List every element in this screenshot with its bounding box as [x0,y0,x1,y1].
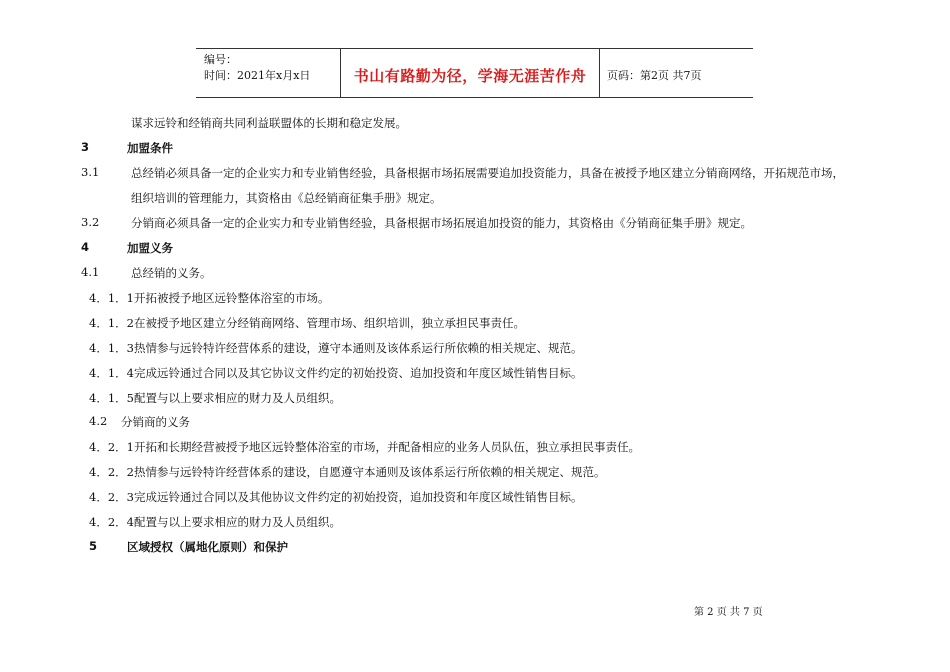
clause-4-1-1: 4．1．1开拓被授予地区远铃整体浴室的市场。 [89,291,330,305]
clause-3-1-text-continued: 组织培训的管理能力，其资格由《总经销商征集手册》规定。 [131,191,442,205]
clause-4-2-number: 4.2 [89,414,108,428]
date-label: 时间：2021年x月x日 [204,69,311,82]
header-motto-cell [340,49,600,97]
clause-4-2-4: 4．2．4配置与以上要求相应的财力及人员组织。 [89,515,341,529]
section-4-title: 加盟义务 [127,241,173,255]
clause-3-1-number: 3.1 [81,165,100,179]
section-5-title: 区域授权（属地化原则）和保护 [127,540,288,554]
clause-4-1-5: 4．1．5配置与以上要求相应的财力及人员组织。 [89,391,341,405]
clause-3-2-number: 3.2 [81,215,100,229]
section-3-title: 加盟条件 [127,141,173,155]
motto-text: 书山有路勤为径，学海无涯苦作舟 [353,67,587,85]
document-header [196,48,753,98]
clause-4-1-4: 4．1．4完成远铃通过合同以及其它协议文件约定的初始投资、追加投资和年度区域性销售目标。 [89,366,583,380]
clause-3-2-text: 分销商必须具备一定的企业实力和专业销售经验，具备根据市场拓展追加投资的能力，其资格由《分销商征集手册》规定。 [131,216,752,230]
clause-4-2-2: 4．2．2热情参与远铃特许经营体系的建设，自愿遵守本通则及该体系运行所依赖的相关规定、规范。 [89,465,606,479]
section-4-number: 4 [81,240,90,254]
serial-label: 编号： [204,53,237,66]
clause-4-2-3: 4．2．3完成远铃通过合同以及其他协议文件约定的初始投资，追加投资和年度区域性销售目标。 [89,490,583,504]
clause-4-2-text: 分销商的义务 [121,415,190,429]
intro-paragraph: 谋求远铃和经销商共同利益联盟体的长期和稳定发展。 [131,116,407,130]
page-code: 页码：第2页 共7页 [607,69,702,82]
section-5-number: 5 [89,539,98,553]
section-3-number: 3 [81,140,90,154]
header-page-cell [599,49,753,97]
clause-4-1-text: 总经销的义务。 [131,266,212,280]
clause-4-1-2: 4．1．2在被授予地区建立分经销商网络、管理市场、组织培训，独立承担民事责任。 [89,316,525,330]
clause-4-1-3: 4．1．3热情参与远铃特许经营体系的建设，遵守本通则及该体系运行所依赖的相关规定、规范。 [89,341,583,355]
clause-3-1-text: 总经销必须具备一定的企业实力和专业销售经验，具备根据市场拓展需要追加投资能力，具备在被授予地区建立分销商网络，开拓规范市场， [131,166,844,180]
header-meta-cell [196,49,340,97]
clause-4-2-1: 4．2．1开拓和长期经营被授予地区远铃整体浴室的市场，并配备相应的业务人员队伍，独立承担民事责任。 [89,440,640,454]
clause-4-1-number: 4.1 [81,265,100,279]
page-footer: 第 2 页 共 7 页 [694,607,763,618]
